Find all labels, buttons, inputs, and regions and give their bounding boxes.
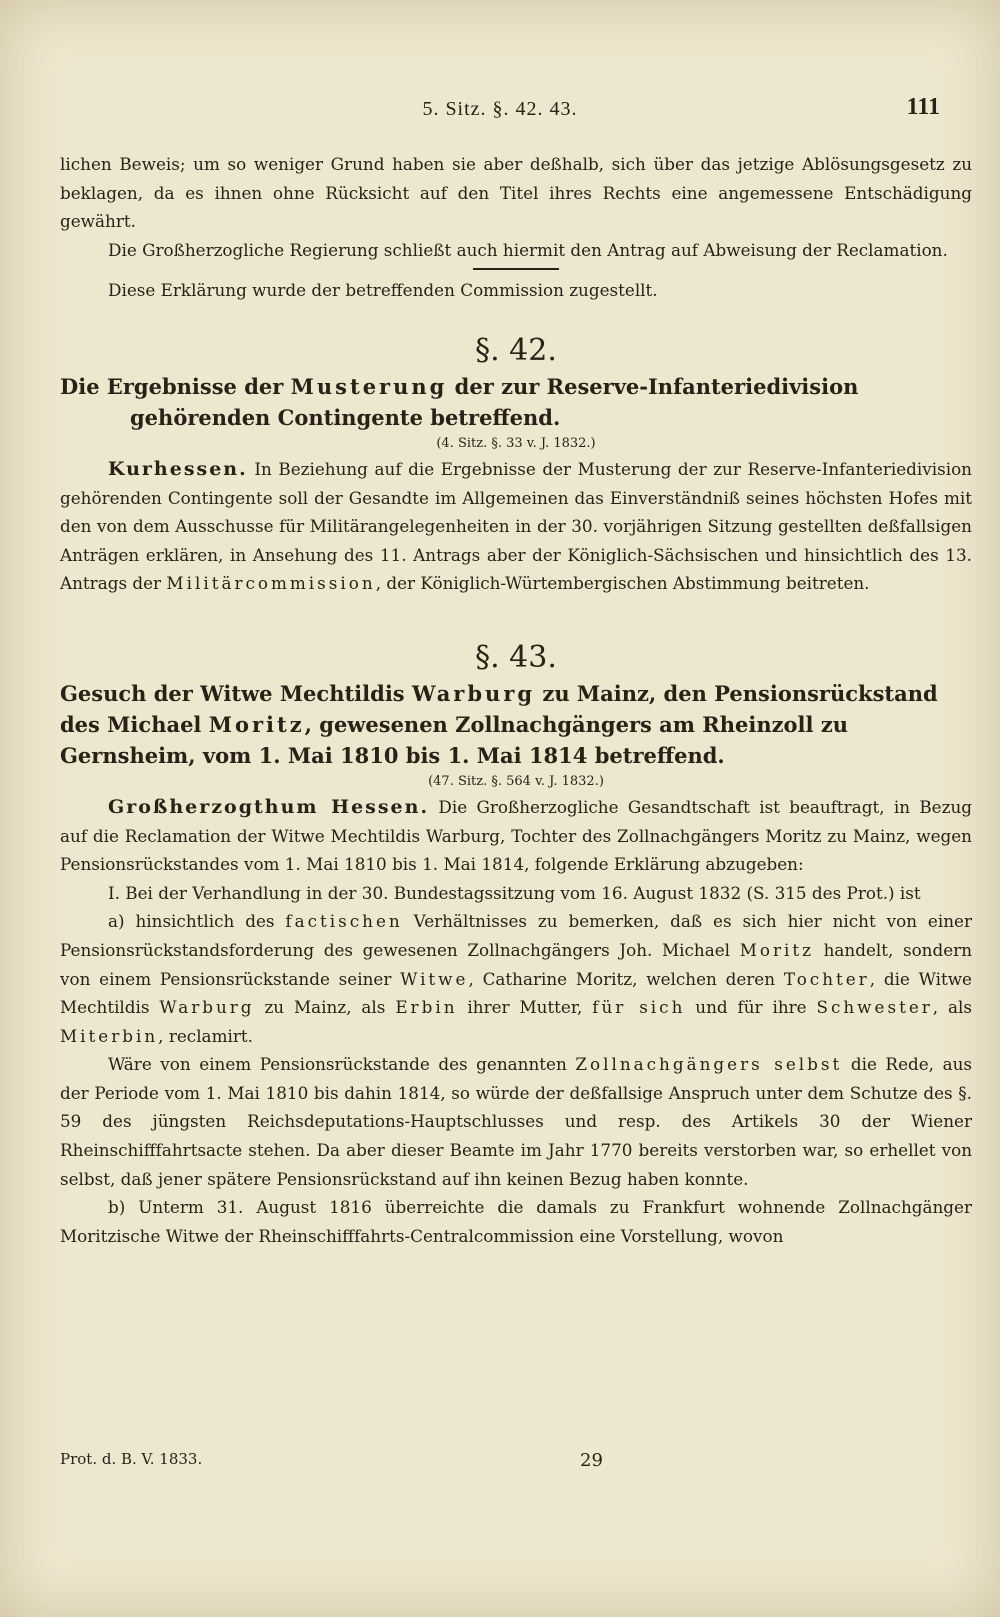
section-title-42 — [60, 371, 972, 433]
separator-rule — [473, 268, 559, 270]
paragraph: Diese Erklärung wurde der betreffenden Commission zugestellt. — [108, 280, 658, 301]
spaced-text: für sich — [592, 997, 686, 1018]
title-text: zu Mainz, den Pensionsrückstand des Michael — [60, 680, 938, 737]
spaced-text: Witwe — [400, 968, 469, 989]
signature-mark: Prot. d. B. V. 1833. — [60, 1450, 203, 1468]
paragraph-text: , der Königlich-Würtembergischen Abstimmung beitreten. — [375, 573, 870, 594]
paragraph-text: Wäre von einem Pensionsrückstande des genannten — [108, 1054, 576, 1075]
sheet-number: 29 — [580, 1450, 603, 1471]
paragraph-text: ihrer Mutter, — [457, 997, 593, 1018]
paragraph: b) Unterm 31. August 1816 überreichte die damals zu Frankfurt wohnende Zollnachgänger Moritzische Witwe der Rheinschifffahrts-Centralcommission eine Vorstellung, wovon — [60, 1197, 972, 1246]
spaced-text: Miterbin — [60, 1025, 159, 1046]
state-name: Kurhessen. — [108, 457, 248, 480]
spaced-text: Erbin — [395, 997, 458, 1018]
paragraph-text: handelt, sondern von einem Pensionsrückstande seiner — [60, 939, 972, 989]
paragraph — [60, 455, 972, 598]
paragraph-text: zu Mainz, als — [254, 997, 396, 1018]
title-text: , gewesenen Zollnachgängers am Rheinzoll zu Gernsheim, vom 1. Mai 1810 bis 1. Mai 1814 betreffend. — [60, 711, 849, 768]
spaced-text: Tochter — [783, 968, 870, 989]
paragraph-text: und für ihre — [685, 997, 817, 1018]
paragraph — [60, 907, 972, 1050]
paragraph: I. Bei der Verhandlung in der 30. Bundestagssitzung vom 16. August 1832 (S. 315 des Prot.) ist — [108, 882, 921, 903]
paragraph-text: , die Witwe Mechtildis — [60, 968, 972, 1018]
page-body — [60, 150, 972, 1250]
spaced-text: Warburg — [159, 997, 255, 1018]
spaced-text: Schwester — [816, 997, 933, 1018]
section-citation-43: (47. Sitz. §. 564 v. J. 1832.) — [428, 773, 604, 789]
title-spaced-text: Musterung — [290, 373, 448, 399]
spaced-text: Militärcommission — [166, 573, 376, 594]
page-number: 111 — [906, 94, 940, 120]
section-number-42: §. 42. — [475, 332, 557, 368]
paragraph-text: , als — [932, 997, 973, 1018]
paragraph-text: , reclamirt. — [158, 1025, 253, 1046]
section-title-43 — [60, 678, 972, 771]
paragraph — [60, 1050, 972, 1193]
paragraph-text: In Beziehung auf die Ergebnisse der Musterung der zur Reserve-Infanteriedivision gehörenden Contingente soll der Gesandte im Allgemeinen das Einverständniß seines höchsten Hofes mit den von dem Ausschusse für Militärangelegenheiten in der 30. vorjährigen Sitzung gestellten deßfallsigen Anträgen erklären, in Ansehung des 11. Antrags aber der Königlich-Sächsischen und hinsichtlich des 13. Antrags der — [60, 458, 972, 594]
paragraph-text: Verhältnisses zu bemerken, daß es sich hier nicht von einer Pensionsrückstandsforderung des gewesenen Zollnachgängers Joh. Michael — [60, 911, 972, 960]
title-spaced-text: Moritz — [208, 711, 305, 737]
title-spaced-text: Warburg — [411, 680, 536, 706]
section-citation-42: (4. Sitz. §. 33 v. J. 1832.) — [436, 435, 596, 451]
paragraph-text: die Rede, aus der Periode vom 1. Mai 1810 bis dahin 1814, so würde der deßfallsige Anspruch unter dem Schutze des §. 59 des jüngsten Reichsdeputations-Hauptschlusses und resp. des Artikels 30 der Wiener Rheinschifffahrtsacte stehen. Da aber dieser Beamte im Jahr 1770 bereits verstorben war, so erhellet von selbst, daß jener spätere Pensionsrückstand auf ihn keinen Bezug haben konnte. — [60, 1054, 972, 1189]
state-name: Großherzogthum Hessen. — [108, 795, 430, 818]
spaced-text: factischen — [285, 911, 403, 932]
spaced-text: Moritz — [739, 939, 814, 960]
title-text: Die Ergebnisse der — [60, 373, 291, 399]
section-number-43: §. 43. — [475, 639, 557, 675]
title-text: der zur Reserve-Infanteriedivision gehörenden Contingente betreffend. — [130, 373, 859, 430]
running-head: 5. Sitz. §. 42. 43. — [422, 98, 578, 120]
paragraph: lichen Beweis; um so weniger Grund haben sie aber deßhalb, sich über das jetzige Ablösungsgesetz zu beklagen, da es ihnen ohne Rücksicht auf den Titel ihres Rechts eine angemessene Entschädigung gewährt. — [60, 154, 972, 232]
paragraph: Die Großherzogliche Regierung schließt auch hiermit den Antrag auf Abweisung der Reclamation. — [108, 239, 948, 260]
paragraph-text: Die Großherzogliche Gesandtschaft ist beauftragt, in Bezug auf die Reclamation der Witwe Mechtildis Warburg, Tochter des Zollnachgängers Moritz zu Mainz, wegen Pensionsrückstandes vom 1. Mai 1810 bis 1. Mai 1814, folgende Erklärung abzugeben: — [60, 796, 972, 875]
spaced-text: Zollnachgängers selbst — [575, 1054, 843, 1075]
page-header — [60, 94, 940, 134]
paragraph — [60, 793, 972, 879]
title-text: Gesuch der Witwe Mechtildis — [60, 680, 412, 706]
paragraph-text: , Catharine Moritz, welchen deren — [468, 968, 784, 989]
paragraph-text: a) hinsichtlich des — [108, 911, 286, 932]
